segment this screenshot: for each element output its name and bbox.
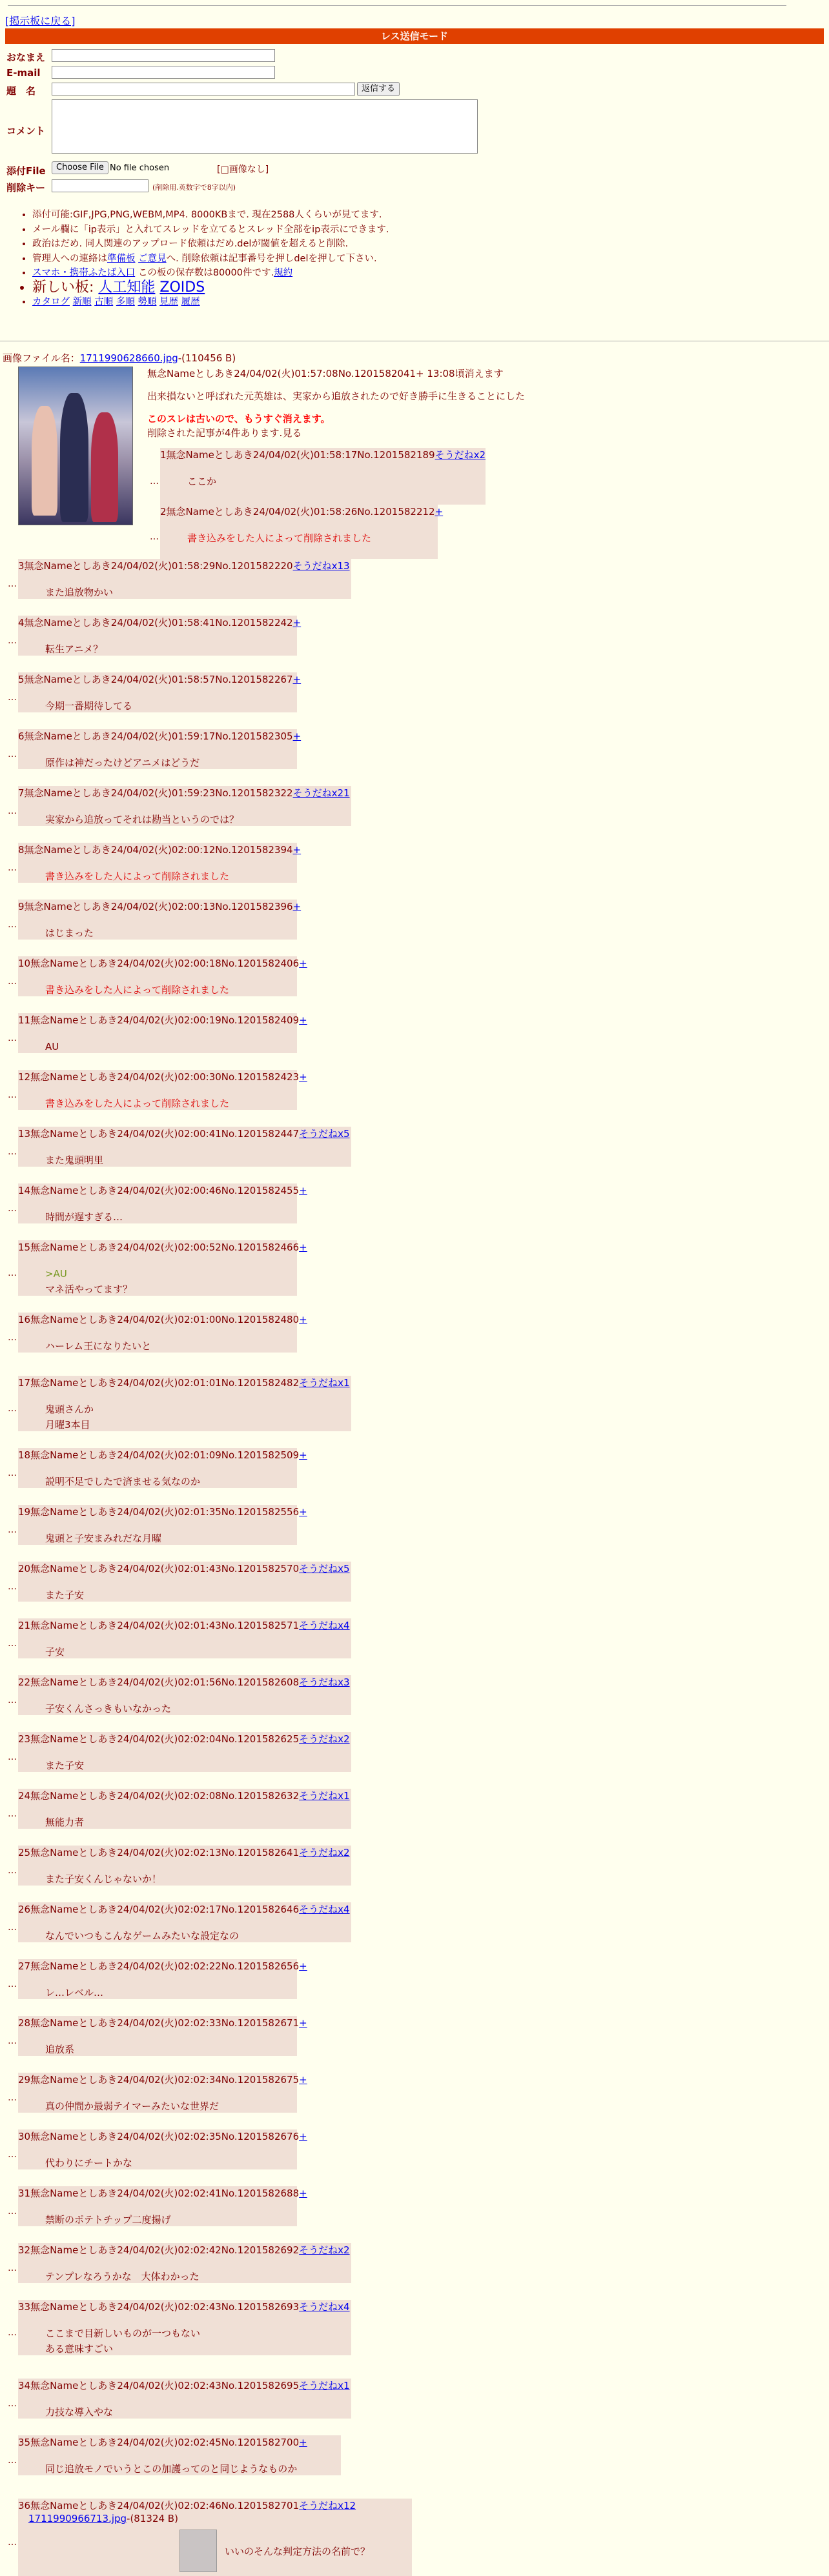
- soudane-button[interactable]: +: [299, 1242, 307, 1253]
- reply-meta: 27無念Nameとしあき24/04/02(火)02:02:22No.1201582656: [18, 1960, 300, 1972]
- reply-post: [18, 2129, 307, 2169]
- soudane-button[interactable]: +: [299, 1449, 307, 1461]
- admin-link[interactable]: 準備板: [107, 253, 136, 264]
- reply-post: [18, 1013, 307, 1053]
- reply-dots: …: [8, 2455, 17, 2466]
- reply-post: [18, 1675, 351, 1715]
- reply-meta: 36無念Nameとしあき24/04/02(火)02:02:46No.1201582701: [18, 2500, 300, 2511]
- delkey-note: (削除用.英数字で8字以内): [152, 183, 236, 192]
- reply-meta: 21無念Nameとしあき24/04/02(火)02:01:43No.1201582571: [18, 1620, 300, 1631]
- reply-header: [18, 672, 301, 687]
- reply-dots: …: [8, 976, 17, 987]
- reply-post: [18, 1505, 307, 1545]
- reply-post: [18, 2073, 307, 2113]
- soudane-button[interactable]: そうだねx4: [299, 2301, 350, 2313]
- email-label: E-mail: [6, 67, 41, 79]
- reply-dots: …: [8, 1090, 17, 1100]
- mobile-link[interactable]: スマホ・携帯ふたば入口: [32, 268, 136, 278]
- soudane-button[interactable]: +: [299, 958, 307, 969]
- reply-body: 今期一番期待してる: [45, 700, 133, 712]
- submit-button[interactable]: 返信する: [357, 82, 400, 96]
- reply-body: AU: [45, 1041, 59, 1052]
- soudane-button[interactable]: そうだねx4: [299, 1620, 350, 1631]
- reply-header: [18, 1448, 307, 1462]
- reply-header: [18, 1959, 307, 1973]
- figure-shape: [32, 406, 57, 516]
- reply-post: [18, 843, 302, 883]
- reply-body: 転生アニメ？: [45, 643, 103, 655]
- delkey-input[interactable]: [52, 179, 148, 192]
- reply-body: ここか: [187, 476, 217, 487]
- soudane-button[interactable]: そうだねx13: [292, 560, 350, 572]
- reply-header: [18, 1070, 307, 1084]
- reply-dots: …: [8, 1979, 17, 1989]
- reply-header: [18, 1846, 350, 1860]
- reply-post: [18, 2186, 307, 2226]
- deleted-message: 書き込みをした人によって削除されました: [45, 870, 230, 882]
- op-body: 出来損ないと呼ばれた元英雄は、実家から追放されたので好き勝手に生きることにした: [147, 390, 526, 402]
- reply-post: [18, 1240, 307, 1296]
- reply-dots: …: [8, 1922, 17, 1933]
- reply-meta: 28無念Nameとしあき24/04/02(火)02:02:33No.1201582671: [18, 2017, 300, 2029]
- reply-post: [18, 900, 302, 940]
- reply-header: [18, 900, 301, 914]
- soudane-button[interactable]: そうだねx3: [299, 1676, 350, 1688]
- reply-meta: 11無念Nameとしあき24/04/02(火)02:00:19No.1201582409: [18, 1014, 300, 1026]
- reply-header: [18, 843, 301, 857]
- soudane-button[interactable]: +: [299, 2074, 307, 2086]
- sort-link[interactable]: 勢順: [138, 297, 157, 307]
- reply-dots: …: [8, 1752, 17, 1762]
- reply-meta: 22無念Nameとしあき24/04/02(火)02:01:56No.1201582608: [18, 1676, 300, 1688]
- reply-post: [18, 2499, 412, 2576]
- name-input[interactable]: [52, 49, 275, 62]
- board-links: [32, 295, 389, 310]
- reply-mode-banner: レス送信モード: [5, 28, 824, 44]
- reply-dots: …: [8, 749, 17, 760]
- reply-body: また子安: [45, 1760, 85, 1771]
- reply-meta: 9無念Nameとしあき24/04/02(火)02:00:13No.1201582396: [18, 901, 293, 912]
- soudane-button[interactable]: +: [299, 1014, 307, 1026]
- reply-post: [18, 1127, 351, 1167]
- soudane-button[interactable]: +: [292, 617, 302, 629]
- comment-textarea[interactable]: [52, 99, 478, 154]
- reply-body: いいのそんな判定方法の名前で？: [225, 2546, 371, 2557]
- reply-dots: …: [150, 532, 159, 542]
- reply-body: 実家から追放ってそれは勘当というのでは？: [45, 814, 240, 825]
- reply-header: [18, 616, 301, 630]
- soudane-button[interactable]: そうだねx1: [299, 2380, 350, 2391]
- deleted-count: 削除された記事が4件あります.見る: [147, 427, 302, 439]
- reply-dots: …: [8, 1695, 17, 1706]
- history-link[interactable]: 履歴: [181, 297, 200, 307]
- reply-post: [18, 1789, 351, 1829]
- reply-body: 鬼頭さんか 月曜3本目: [45, 1404, 94, 1431]
- figure-shape: [91, 412, 118, 522]
- soudane-button[interactable]: +: [292, 674, 302, 685]
- reply-header: [18, 2435, 307, 2450]
- reply-dots: …: [8, 2093, 17, 2103]
- reply-meta: 10無念Nameとしあき24/04/02(火)02:00:18No.1201582406: [18, 958, 300, 969]
- reply-header: [18, 1789, 350, 1803]
- reply-post: [18, 1902, 351, 1942]
- reply-meta: 14無念Nameとしあき24/04/02(火)02:00:46No.1201582455: [18, 1185, 300, 1196]
- op-image-link[interactable]: 1711990628660.jpg: [79, 352, 178, 364]
- soudane-button[interactable]: そうだねx1: [299, 1790, 350, 1802]
- deleted-message: 書き込みをした人によって削除されました: [45, 984, 230, 996]
- reply-post: [18, 2435, 341, 2475]
- name-label: おなまえ: [6, 52, 46, 63]
- reply-body: 鬼頭と子安まみれだな月曜: [45, 1533, 162, 1544]
- reply-dots: …: [8, 1638, 17, 1649]
- reply-meta: 4無念Nameとしあき24/04/02(火)01:58:41No.1201582242: [18, 617, 293, 629]
- reply-dots: …: [8, 1582, 17, 1592]
- soudane-button[interactable]: +: [299, 1314, 307, 1325]
- soudane-button[interactable]: +: [299, 1185, 307, 1196]
- reply-header: [18, 2016, 307, 2030]
- reply-body: ここまで目新しいものが一つもない ある意味すごい: [45, 2328, 201, 2355]
- reply-body: また追放物かい: [45, 587, 114, 598]
- reply-meta: 32無念Nameとしあき24/04/02(火)02:02:42No.1201582692: [18, 2244, 300, 2256]
- reply-body: 代わりにチートかな: [45, 2157, 133, 2169]
- reply-dots: …: [8, 2537, 17, 2548]
- note-item: • スマホ・携帯ふたば入口 この板の保存数は80000件です.規約: [32, 266, 389, 281]
- reply-header: [160, 505, 443, 519]
- soudane-button[interactable]: +: [299, 2188, 307, 2199]
- new-board-link[interactable]: 人工知能: [98, 279, 156, 296]
- new-board-item: • 新しい板: 人工知能 ZOIDS: [32, 281, 389, 296]
- note-item: • 政治はだめ. 同人関連のアップロード依頼はだめ.delが閾値を超えると削除.: [32, 237, 389, 252]
- reply-header: [18, 1618, 350, 1633]
- soudane-button[interactable]: +: [299, 2017, 307, 2029]
- reply-post: [18, 1448, 307, 1488]
- reply-dots: …: [8, 1147, 17, 1157]
- choose-file-button[interactable]: Choose File: [52, 161, 108, 174]
- soudane-button[interactable]: +: [435, 506, 444, 518]
- reply-header: [18, 1902, 350, 1917]
- reply-dots: …: [8, 1268, 17, 1278]
- reply-meta: 31無念Nameとしあき24/04/02(火)02:02:41No.1201582688: [18, 2188, 300, 2199]
- reply-meta: 35無念Nameとしあき24/04/02(火)02:02:45No.1201582700: [18, 2437, 300, 2448]
- reply-dots: …: [8, 2328, 17, 2338]
- reply-dots: …: [8, 1525, 17, 1535]
- sort-link[interactable]: 新順: [72, 297, 92, 307]
- reply-meta: 7無念Nameとしあき24/04/02(火)01:59:23No.1201582322: [18, 787, 293, 799]
- rules-link[interactable]: 規約: [274, 268, 293, 278]
- reply-meta: 19無念Nameとしあき24/04/02(火)02:01:35No.1201582556: [18, 1506, 300, 1518]
- reply-dots: …: [8, 2036, 17, 2046]
- note-item: • 管理人への連絡は準備板 ご意見へ. 削除依頼は記事番号を押しdelを押して下さい.: [32, 252, 389, 267]
- soudane-button[interactable]: +: [292, 844, 302, 856]
- reply-body: マネ活やってます？: [45, 1283, 133, 1295]
- reply-post: [160, 448, 486, 505]
- soudane-button[interactable]: +: [299, 2437, 307, 2448]
- op-header: 無念Nameとしあき24/04/02(火)01:57:08No.1201582041+ 13:08頃消えます: [147, 368, 504, 379]
- reply-file-line: 1711990966713.jpg-(81324 B): [28, 2513, 178, 2524]
- reply-post: [18, 559, 351, 599]
- reply-dots: …: [8, 1809, 17, 1819]
- reply-header: [18, 2379, 350, 2393]
- soudane-button[interactable]: +: [299, 1071, 307, 1083]
- reply-body: 同じ追放モノでいうとこの加護ってのと同じようなものか: [45, 2463, 298, 2475]
- reply-header: [18, 1376, 350, 1390]
- reply-meta: 5無念Nameとしあき24/04/02(火)01:58:57No.1201582267: [18, 674, 293, 685]
- reply-body: 禁断のポテトチップ二度揚げ: [45, 2214, 171, 2226]
- reply-dots: …: [8, 579, 17, 589]
- reply-header: [18, 1313, 307, 1327]
- reply-meta: 3無念Nameとしあき24/04/02(火)01:58:29No.1201582220: [18, 560, 293, 572]
- reply-meta: 13無念Nameとしあき24/04/02(火)02:00:41No.1201582447: [18, 1128, 300, 1140]
- soudane-button[interactable]: そうだねx12: [299, 2500, 356, 2511]
- soudane-button[interactable]: そうだねx21: [292, 787, 350, 799]
- reply-dots: …: [8, 806, 17, 816]
- reply-header: [18, 1505, 307, 1519]
- reply-header: [18, 2300, 350, 2314]
- reply-meta: 34無念Nameとしあき24/04/02(火)02:02:43No.1201582695: [18, 2380, 300, 2391]
- reply-header: [18, 1240, 307, 1254]
- reply-dots: …: [8, 692, 17, 703]
- reply-post: [18, 1846, 351, 1886]
- reply-image-link[interactable]: 1711990966713.jpg: [28, 2513, 127, 2524]
- reply-body: はじまった: [45, 927, 94, 939]
- reply-post: [18, 2243, 351, 2283]
- reply-dots: …: [8, 1033, 17, 1043]
- soudane-button[interactable]: +: [292, 730, 302, 742]
- reply-body: 無能力者: [45, 1816, 85, 1828]
- comment-label: コメント: [6, 125, 46, 137]
- subject-input[interactable]: [52, 83, 355, 96]
- reply-dots: …: [8, 2149, 17, 2160]
- reply-header: [18, 956, 307, 971]
- reply-dots: …: [8, 636, 17, 646]
- reply-header: [18, 2243, 350, 2257]
- reply-meta: 16無念Nameとしあき24/04/02(火)02:01:00No.1201582480: [18, 1314, 300, 1325]
- soudane-button[interactable]: +: [292, 901, 302, 912]
- reply-dots: …: [150, 476, 159, 487]
- no-image-checkbox[interactable]: [□画像なし]: [217, 165, 269, 175]
- reply-header: [18, 1675, 350, 1689]
- reply-post: [160, 505, 444, 559]
- reply-meta: 15無念Nameとしあき24/04/02(火)02:00:52No.1201582466: [18, 1242, 300, 1253]
- reply-post: [18, 1313, 307, 1353]
- reply-meta: 1無念Nameとしあき24/04/02(火)01:58:17No.1201582189: [160, 449, 435, 461]
- reply-post: [18, 2016, 307, 2056]
- reply-meta: 25無念Nameとしあき24/04/02(火)02:02:13No.1201582641: [18, 1847, 300, 1858]
- new-board-link[interactable]: ZOIDS: [159, 279, 205, 296]
- reply-post: [18, 1618, 351, 1658]
- reply-header: [18, 729, 301, 743]
- reply-dots: …: [8, 1333, 17, 1343]
- reply-body: 追放系: [45, 2044, 75, 2055]
- reply-header: [18, 1183, 307, 1198]
- op-image-line: 画像ファイル名：1711990628660.jpg-(110456 B): [3, 352, 236, 364]
- reply-header: [18, 2129, 307, 2144]
- email-input[interactable]: [52, 66, 275, 79]
- reply-header: [18, 1013, 307, 1027]
- reply-header: [18, 1127, 350, 1141]
- reply-post: [18, 616, 302, 656]
- reply-meta: 33無念Nameとしあき24/04/02(火)02:02:43No.1201582693: [18, 2301, 300, 2313]
- reply-header: [18, 1562, 350, 1576]
- old-thread-notice: このスレは古いので、もうすぐ消えます。: [147, 413, 331, 425]
- soudane-button[interactable]: そうだねx1: [299, 1377, 350, 1389]
- soudane-button[interactable]: +: [299, 1506, 307, 1518]
- top-divider: [8, 5, 786, 6]
- reply-header: [18, 559, 350, 573]
- reply-meta: 26無念Nameとしあき24/04/02(火)02:02:17No.1201582646: [18, 1904, 300, 1915]
- figure-shape: [60, 393, 88, 522]
- reply-post: [18, 1183, 307, 1223]
- reply-body: ハーレム王になりたいと: [45, 1340, 152, 1352]
- catalog-link[interactable]: カタログ: [32, 297, 70, 307]
- reply-meta: 20無念Nameとしあき24/04/02(火)02:01:43No.1201582570: [18, 1563, 300, 1575]
- reply-header: [18, 2186, 307, 2200]
- sort-link[interactable]: 多順: [116, 297, 135, 307]
- reply-meta: 17無念Nameとしあき24/04/02(火)02:01:01No.1201582482: [18, 1377, 300, 1389]
- reply-meta: 24無念Nameとしあき24/04/02(火)02:02:08No.1201582632: [18, 1790, 300, 1802]
- reply-meta: 8無念Nameとしあき24/04/02(火)02:00:12No.1201582394: [18, 844, 293, 856]
- reply-body: 原作は神だったけどアニメはどうだ: [45, 757, 200, 769]
- board-notes: [32, 208, 389, 310]
- reply-post: [18, 1732, 351, 1772]
- reply-body: 真の仲間か最弱テイマーみたいな世界だ: [45, 2100, 219, 2112]
- reply-body: また鬼頭明里: [45, 1154, 104, 1166]
- reply-body: レ…レベル…: [45, 1987, 104, 1998]
- reply-post: [18, 786, 351, 826]
- reply-body: 時間が遅すぎる…: [45, 1211, 123, 1223]
- reply-body: 子安: [45, 1646, 65, 1658]
- reply-dots: …: [8, 2399, 17, 2409]
- reply-header: [18, 786, 350, 800]
- reply-post: [18, 1959, 307, 1999]
- history-link[interactable]: 見歴: [159, 297, 179, 307]
- file-label: 添付File: [6, 165, 46, 177]
- reply-post: [18, 956, 307, 996]
- opinion-link[interactable]: ご意見: [138, 253, 167, 264]
- delkey-label: 削除キー: [6, 182, 46, 194]
- reply-dots: …: [8, 863, 17, 873]
- sort-link[interactable]: 古順: [94, 297, 114, 307]
- no-file-text: No file chosen: [110, 163, 170, 173]
- subject-label: 題 名: [6, 85, 36, 97]
- reply-body: なんでいつもこんなゲームみたいな設定なの: [45, 1930, 240, 1942]
- reply-body: 力技な導入やな: [45, 2406, 114, 2418]
- reply-header: [18, 1732, 350, 1746]
- reply-dots: …: [8, 1203, 17, 1214]
- reply-dots: …: [8, 2206, 17, 2217]
- soudane-button[interactable]: そうだねx5: [299, 1563, 350, 1575]
- reply-post: [18, 672, 302, 712]
- reply-meta: 2無念Nameとしあき24/04/02(火)01:58:26No.1201582212: [160, 506, 435, 518]
- deleted-message: 書き込みをした人によって削除されました: [45, 1098, 230, 1109]
- reply-header: [18, 2499, 356, 2513]
- reply-meta: 23無念Nameとしあき24/04/02(火)02:02:04No.1201582625: [18, 1733, 300, 1745]
- soudane-button[interactable]: そうだねx2: [299, 1733, 350, 1745]
- reply-dots: …: [8, 2263, 17, 2273]
- soudane-button[interactable]: +: [299, 1960, 307, 1972]
- reply-post: [18, 729, 302, 769]
- reply-body: 説明不足でしたで済ませる気なのか: [45, 1476, 201, 1487]
- reply-meta: 30無念Nameとしあき24/04/02(火)02:02:35No.1201582676: [18, 2131, 300, 2142]
- deleted-message: 書き込みをした人によって削除されました: [187, 532, 372, 544]
- reply-quote: >AU: [45, 1268, 67, 1280]
- op-thumbnail[interactable]: [18, 367, 133, 525]
- back-to-board: [5, 13, 76, 28]
- soudane-button[interactable]: そうだねx2: [299, 2244, 350, 2256]
- soudane-button[interactable]: そうだねx2: [299, 1847, 350, 1858]
- reply-body: また子安くんじゃないか！: [45, 1873, 162, 1885]
- reply-post: [18, 1562, 351, 1602]
- reply-body: テンプレなろうかな 大体わかった: [45, 2271, 200, 2282]
- reply-post: [18, 1376, 351, 1431]
- reply-post: [18, 2379, 351, 2419]
- reply-meta: 6無念Nameとしあき24/04/02(火)01:59:17No.1201582305: [18, 730, 293, 742]
- reply-meta: 18無念Nameとしあき24/04/02(火)02:01:09No.1201582509: [18, 1449, 300, 1461]
- soudane-button[interactable]: +: [299, 2131, 307, 2142]
- note-item: • 添付可能:GIF,JPG,PNG,WEBM,MP4. 8000KBまで. 現在2588人くらいが見てます.: [32, 208, 389, 223]
- back-link[interactable]: [掲示板に戻る]: [5, 15, 76, 27]
- reply-meta: 29無念Nameとしあき24/04/02(火)02:02:34No.1201582675: [18, 2074, 300, 2086]
- reply-dots: …: [8, 1468, 17, 1478]
- reply-header: [18, 2073, 307, 2087]
- reply-dots: …: [8, 1404, 17, 1414]
- reply-post: [18, 2300, 351, 2355]
- reply-post: [18, 1070, 307, 1110]
- soudane-button[interactable]: そうだねx5: [299, 1128, 350, 1140]
- soudane-button[interactable]: そうだねx4: [299, 1904, 350, 1915]
- reply-body: 子安くんさっきもいなかった: [45, 1703, 172, 1715]
- reply-thumbnail[interactable]: [179, 2530, 217, 2572]
- reply-meta: 12無念Nameとしあき24/04/02(火)02:00:30No.1201582423: [18, 1071, 300, 1083]
- op-post: [147, 365, 819, 442]
- soudane-button[interactable]: そうだねx2: [435, 449, 486, 461]
- reply-body: また子安: [45, 1589, 85, 1601]
- reply-header: [160, 448, 486, 462]
- reply-dots: …: [8, 920, 17, 930]
- reply-dots: …: [8, 1866, 17, 1876]
- note-item: • メール欄に「ip表示」と入れてスレッドを立てるとスレッド全部をip表示にできます.: [32, 223, 389, 237]
